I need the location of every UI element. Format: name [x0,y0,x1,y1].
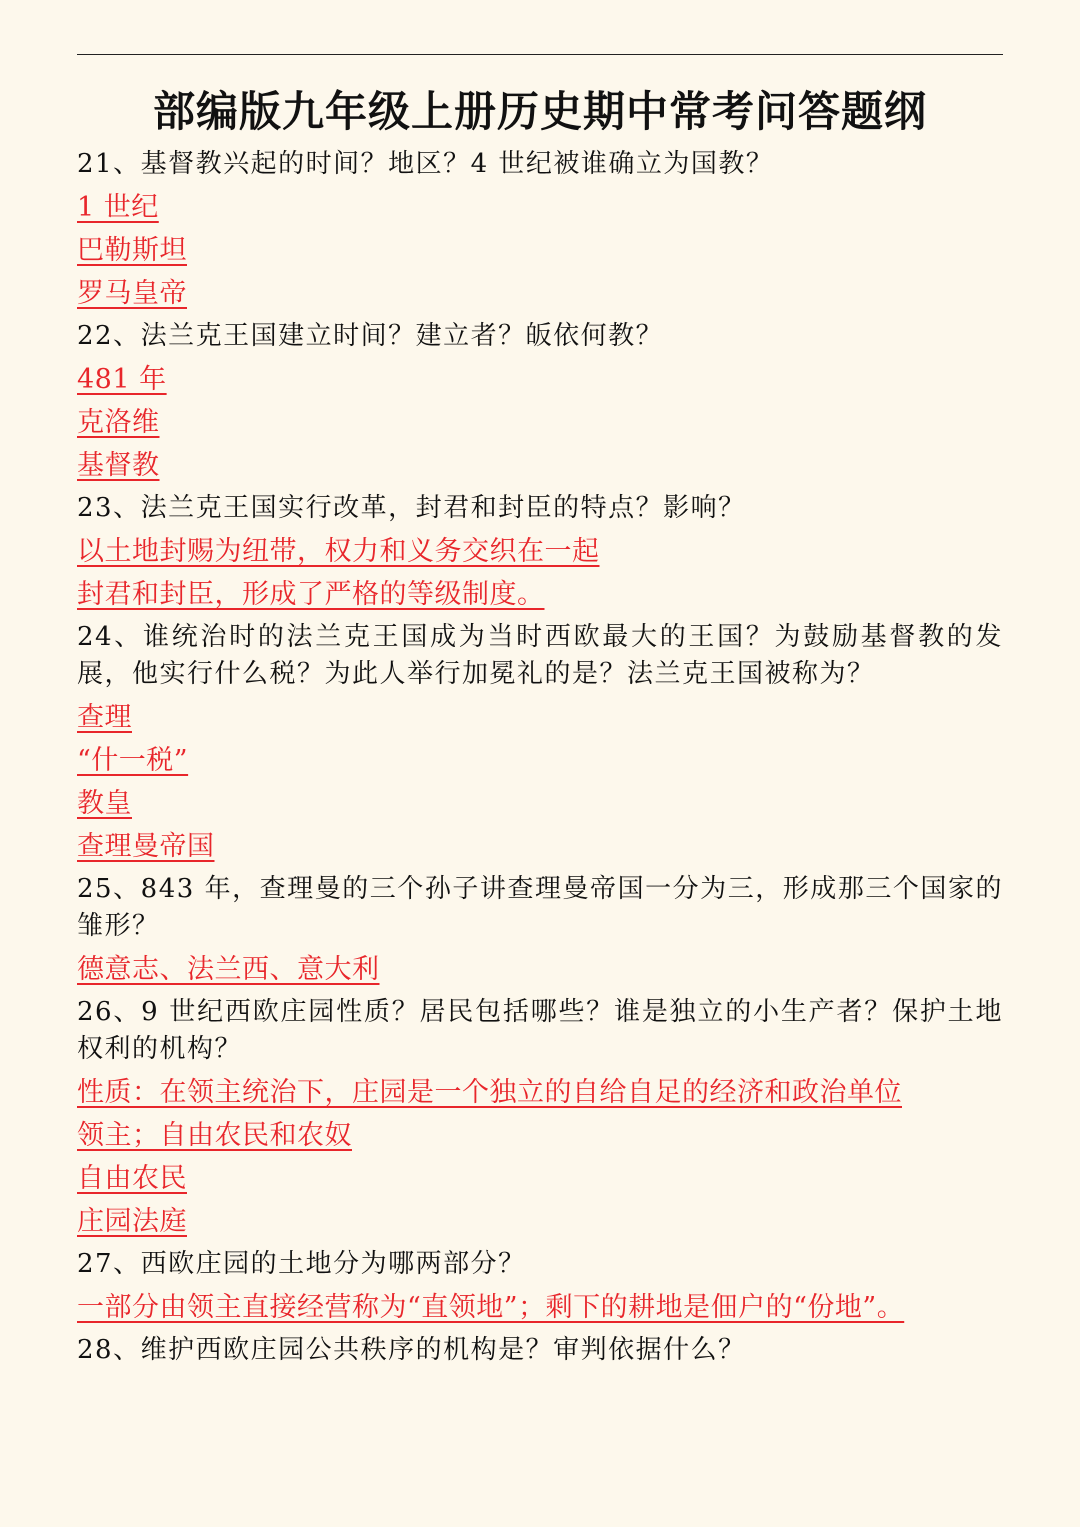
answer-text: 自由农民 [77,1163,187,1194]
answer-line [77,1286,1003,1329]
answer-text: 481 年 [77,364,167,395]
answer-text: 基督教 [77,450,160,481]
answer-text: “什一税” [77,745,189,776]
qa-list [77,143,1003,1372]
answer-text: 查理 [77,702,132,733]
answer-line [77,1071,1003,1114]
answer-line [77,530,1003,573]
answer-text: 以土地封赐为纽带，权力和义务交织在一起 [77,536,600,567]
answer-text: 性质：在领主统治下，庄园是一个独立的自给自足的经济和政治单位 [77,1077,902,1108]
answer-text: 一部分由领主直接经营称为“直领地”；剩下的耕地是佃户的“份地”。 [77,1292,905,1323]
answer-line [77,1200,1003,1243]
answer-line [77,825,1003,868]
qa-item [77,991,1003,1243]
question-text: 28、维护西欧庄园公共秩序的机构是？审判依据什么？ [77,1335,746,1365]
answer-line [77,573,1003,616]
answer-text: 教皇 [77,788,132,819]
page-title: 部编版九年级上册历史期中常考问答题纲 [152,87,927,136]
question-text: 27、西欧庄园的土地分为哪两部分？ [77,1249,526,1279]
qa-item [77,487,1003,616]
qa-item [77,143,1003,315]
question-text: 24、谁统治时的法兰克王国成为当时西欧最大的王国？为鼓励基督教的发展，他实行什么税？为此人举行加冕礼的是？法兰克王国被称为？ [77,622,1003,689]
answer-line [77,444,1003,487]
question-text: 25、843 年，查理曼的三个孙子讲查理曼帝国一分为三，形成那三个国家的雏形？ [77,874,1003,941]
qa-item [77,1329,1003,1372]
answer-line [77,229,1003,272]
answer-text: 克洛维 [77,407,160,438]
question-text: 21、基督教兴起的时间？地区？4 世纪被谁确立为国教？ [77,149,774,179]
question-text: 22、法兰克王国建立时间？建立者？皈依何教？ [77,321,664,351]
answer-text: 巴勒斯坦 [77,235,187,266]
answer-line [77,401,1003,444]
answer-text: 罗马皇帝 [77,278,187,309]
top-divider [77,54,1003,55]
answer-text: 庄园法庭 [77,1206,187,1237]
answer-text: 德意志、法兰西、意大利 [77,954,380,985]
qa-item [77,616,1003,868]
answer-line [77,948,1003,991]
answer-line [77,1157,1003,1200]
answer-line [77,739,1003,782]
answer-line [77,696,1003,739]
answer-text: 封君和封臣，形成了严格的等级制度。 [77,579,545,610]
answer-text: 1 世纪 [77,192,159,223]
qa-item [77,315,1003,487]
qa-item [77,1243,1003,1329]
answer-line [77,358,1003,401]
answer-line [77,1114,1003,1157]
answer-text: 领主；自由农民和农奴 [77,1120,352,1151]
qa-item [77,868,1003,991]
question-text: 26、9 世纪西欧庄园性质？居民包括哪些？谁是独立的小生产者？保护土地权利的机构？ [77,997,1003,1064]
answer-text: 查理曼帝国 [77,831,215,862]
answer-line [77,782,1003,825]
answer-line [77,186,1003,229]
question-text: 23、法兰克王国实行改革，封君和封臣的特点？影响？ [77,493,746,523]
answer-line [77,272,1003,315]
